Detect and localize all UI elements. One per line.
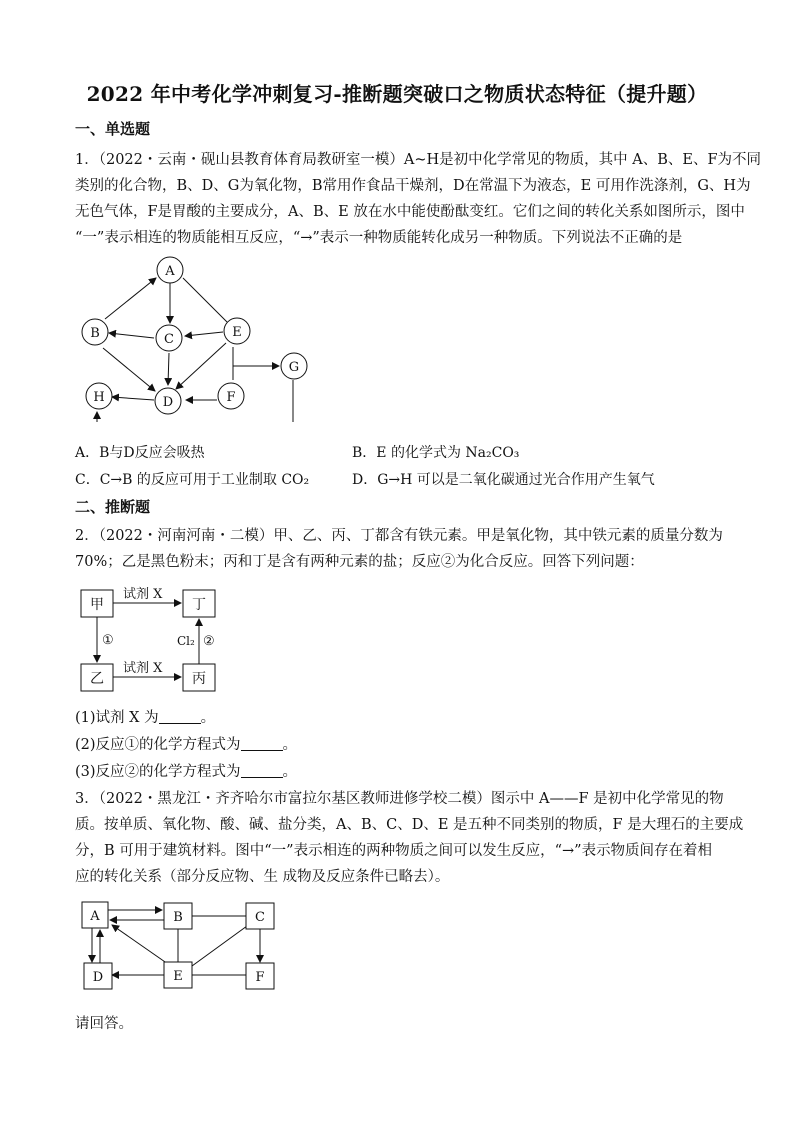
q3-line-3: 分，B 可用于建筑材料。图中“一”表示相连的两种物质之间可以发生反应，“→”表示物质间存在着相 xyxy=(75,843,713,859)
q1-line-3: 无色气体，F是胃酸的主要成分，A、B、E 放在水中能使酚酞变红。它们之间的转化关系如图所示，图中 xyxy=(75,204,745,220)
edge-c-b xyxy=(109,333,154,338)
edge-c-d xyxy=(168,353,169,385)
node-f-label: F xyxy=(226,390,236,405)
q2-subquestion-1 xyxy=(75,706,215,727)
box-f-label: F xyxy=(255,970,265,985)
node-d-label: D xyxy=(162,395,174,410)
answer-blank-3[interactable] xyxy=(241,763,283,778)
node-e-label: E xyxy=(232,325,242,340)
q1-option-b[interactable]: B．E 的化学式为 Na₂CO₃ xyxy=(352,445,520,461)
section-single-choice: 一、单选题 xyxy=(75,120,151,138)
q2-line-2: 70%；乙是黑色粉末；丙和丁是含有两种元素的盐；反应②为化合反应。回答下列问题： xyxy=(75,554,644,570)
node-g-label: G xyxy=(288,360,300,375)
edge-a-e xyxy=(183,278,227,322)
reaction-2-label: ② xyxy=(203,634,215,649)
answer-blank-2[interactable] xyxy=(241,736,283,751)
q1-line-2: 类别的化合物，B、D、G为氧化物，B常用作食品干燥剂，D在常温下为液态，E 可用作洗涤剂，G、H为 xyxy=(75,178,751,194)
document-title: 2022 年中考化学冲刺复习-推断题突破口之物质状态特征（提升题） xyxy=(86,82,708,106)
q3-prompt: 请回答。 xyxy=(75,1016,133,1032)
node-c-label: C xyxy=(164,332,174,347)
q2-diagram xyxy=(75,582,235,694)
edge-b-a xyxy=(105,278,156,319)
q2-subquestion-2 xyxy=(75,733,297,754)
node-h-label: H xyxy=(93,390,105,405)
q1-option-c[interactable]: C．C→B 的反应可用于工业制取 CO₂ xyxy=(75,472,310,488)
arrow-e-a xyxy=(112,925,168,964)
q1-diagram xyxy=(75,252,335,422)
section-inference: 二、推断题 xyxy=(75,498,151,516)
edge-b-d xyxy=(103,348,155,391)
edge-g-h xyxy=(97,380,293,422)
edge-e-c xyxy=(185,332,223,336)
edge-d-h xyxy=(112,397,154,400)
box-a-label: A xyxy=(90,909,100,924)
box-d-label: D xyxy=(92,970,104,985)
q2-subquestion-2-end: 。 xyxy=(282,737,298,753)
box-bing-label: 丙 xyxy=(192,671,206,687)
q2-subquestion-3 xyxy=(75,760,297,781)
reaction-1-label: ① xyxy=(102,633,114,648)
edge-e-d xyxy=(176,343,226,389)
cl2-label: Cl₂ xyxy=(177,634,195,648)
q2-subquestion-1-end: 。 xyxy=(200,710,216,726)
q3-line-1: 3．（2022・黑龙江・齐齐哈尔市富拉尔基区教师进修学校二模）图示中 A——F 是初中化学常见的物 xyxy=(75,791,724,807)
q3-line-2: 质。按单质、氧化物、酸、碱、盐分类，A、B、C、D、E 是五种不同类别的物质，F 是大理石的主要成 xyxy=(75,817,744,833)
box-e-label: E xyxy=(173,969,183,984)
q2-subquestion-3-end: 。 xyxy=(282,764,298,780)
reagent-top-label: 试剂 X xyxy=(123,587,163,602)
q3-line-4: 应的转化关系（部分反应物、生 成物及反应条件已略去）。 xyxy=(75,869,450,885)
q1-line-1: 1．（2022・云南・砚山县教育体育局教研室一模）A~H是初中化学常见的物质，其中 A、B、E、F为不同 xyxy=(75,152,762,168)
box-ding-label: 丁 xyxy=(192,597,206,613)
box-jia-label: 甲 xyxy=(90,597,104,613)
answer-blank-1[interactable] xyxy=(159,709,201,724)
edge-c-e xyxy=(192,926,247,966)
q1-option-d[interactable]: D．G→H 可以是二氧化碳通过光合作用产生氧气 xyxy=(352,472,655,488)
box-c-label: C xyxy=(255,910,265,925)
box-yi-label: 乙 xyxy=(90,671,104,687)
q2-line-1: 2．（2022・河南河南・二模）甲、乙、丙、丁都含有铁元素。甲是氧化物，其中铁元素的质量分数为 xyxy=(75,528,723,544)
q2-subquestion-2-text: (2)反应①的化学方程式为 xyxy=(75,737,241,753)
q2-subquestion-1-text: (1)试剂 X 为 xyxy=(75,710,159,726)
reagent-bottom-label: 试剂 X xyxy=(123,661,163,676)
box-b-label: B xyxy=(173,910,183,925)
q1-option-a[interactable]: A．B与D反应会吸热 xyxy=(75,445,205,461)
q2-subquestion-3-text: (3)反应②的化学方程式为 xyxy=(75,764,241,780)
q3-diagram xyxy=(75,898,295,993)
node-a-label: A xyxy=(165,264,175,279)
node-b-label: B xyxy=(90,326,100,341)
q1-line-4: “一”表示相连的物质能相互反应，“→”表示一种物质能转化成另一种物质。下列说法不正确的是 xyxy=(75,230,683,246)
